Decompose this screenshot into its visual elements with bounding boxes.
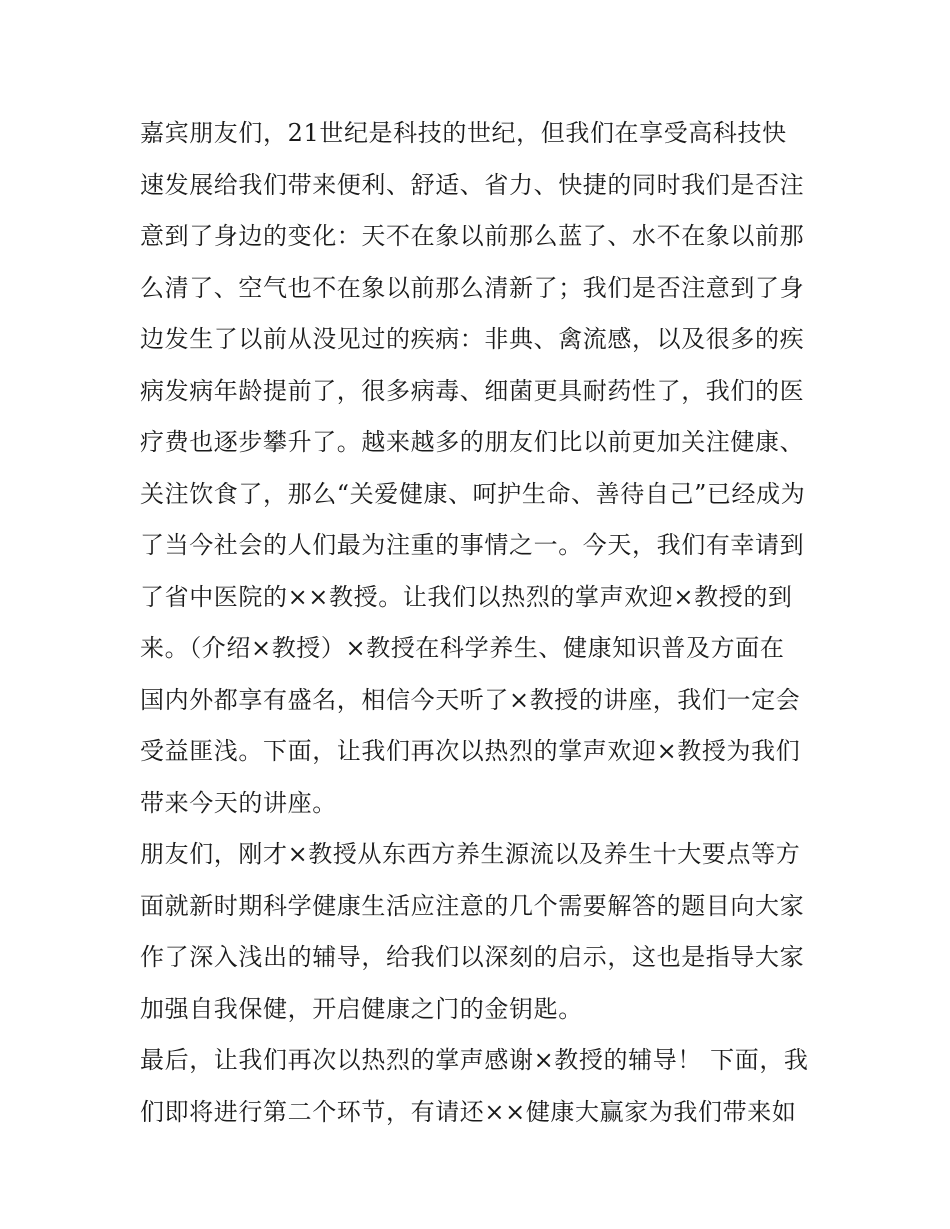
text-line: 最后，让我们再次以热烈的掌声感谢×教授的辅导！ 下面，我 [140,1046,809,1074]
text-line: 了当今社会的人们最为注重的事情之一。今天，我们有幸请到 [140,531,805,559]
text-line: 面就新时期科学健康生活应注意的几个需要解答的题目向大家 [140,891,805,920]
paragraph-intro [140,108,820,829]
text-line: 国内外都享有盛名，相信今天听了×教授的讲座，我们一定会 [140,685,801,714]
text-line: 朋友们，刚才×教授从东西方养生源流以及养生十大要点等方 [140,840,801,868]
text-line: 意到了身边的变化：天不在象以前那么蓝了、水不在象以前那 [140,222,805,250]
text-line: 来。（介绍×教授）×教授在科学养生、健康知识普及方面在 [140,634,785,662]
text-line: 病发病年龄提前了，很多病毒、细菌更具耐药性了，我们的医 [140,376,805,405]
text-line: 么清了、空气也不在象以前那么清新了；我们是否注意到了身 [140,273,805,302]
text-line: 加强自我保健，开启健康之门的金钥匙。 [140,994,583,1023]
text-line: 关注饮食了，那么“关爱健康、呵护生命、善待自己”已经成为 [140,479,806,508]
paragraph-closing [140,1035,820,1138]
text-line: 受益匪浅。下面，让我们再次以热烈的掌声欢迎×教授为我们 [140,737,801,765]
text-line: 了省中医院的××教授。让我们以热烈的掌声欢迎×教授的到 [140,582,793,611]
paragraph-summary [140,829,820,1035]
text-line: 嘉宾朋友们，21世纪是科技的世纪，但我们在享受高科技快 [140,119,787,147]
text-line: 疗费也逐步攀升了。越来越多的朋友们比以前更加关注健康、 [140,428,805,456]
document-body [140,108,820,1138]
text-line: 带来今天的讲座。 [140,788,337,817]
text-line: 速发展给我们带来便利、舒适、省力、快捷的同时我们是否注 [140,170,805,199]
text-line: 们即将进行第二个环节，有请还××健康大赢家为我们带来如 [140,1097,797,1126]
text-line: 作了深入浅出的辅导，给我们以深刻的启示，这也是指导大家 [140,943,805,971]
text-line: 边发生了以前从没见过的疾病：非典、禽流感，以及很多的疾 [140,325,805,353]
